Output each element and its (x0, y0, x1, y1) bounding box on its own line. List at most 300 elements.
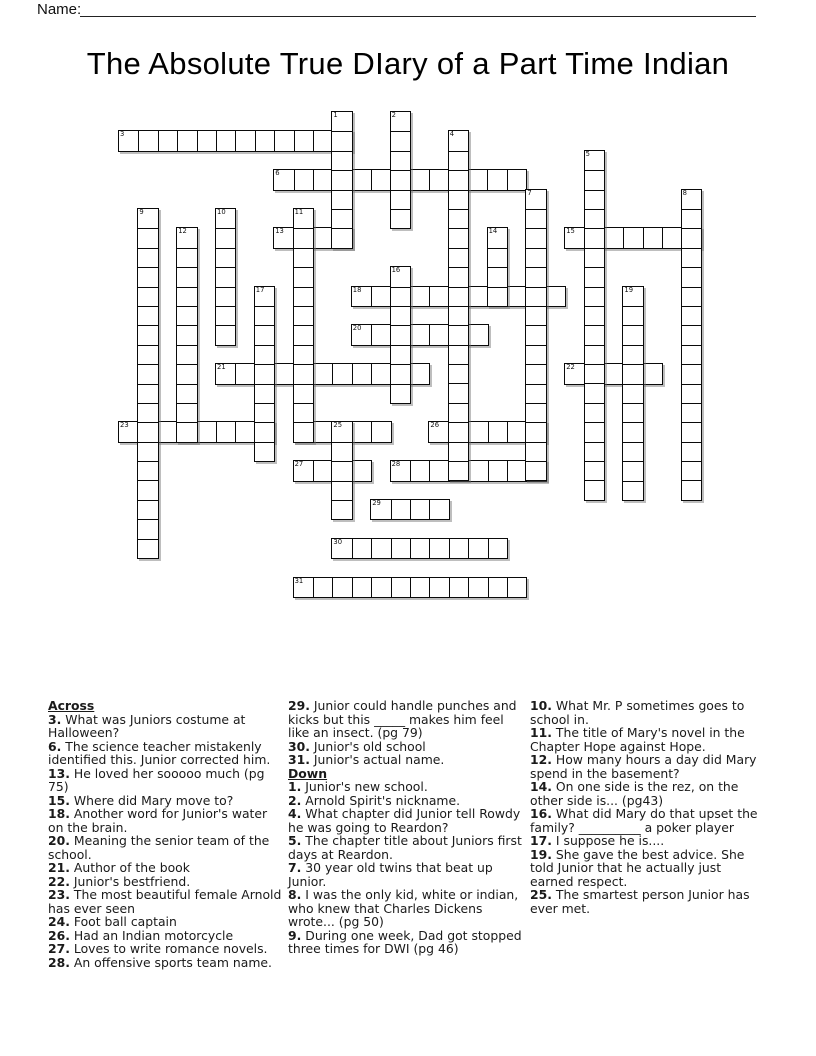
crossword-cell[interactable] (449, 442, 468, 461)
crossword-cell[interactable] (623, 345, 642, 364)
crossword-cell[interactable] (352, 170, 371, 189)
crossword-cell[interactable] (429, 325, 448, 344)
crossword-cell[interactable] (138, 248, 157, 267)
crossword-cell[interactable] (585, 190, 604, 209)
crossword-cell[interactable] (371, 325, 390, 344)
crossword-cell[interactable] (682, 287, 701, 306)
crossword-cell[interactable] (332, 461, 351, 480)
clue-column (530, 699, 768, 915)
crossword-cell[interactable] (449, 228, 468, 247)
crossword-cell[interactable] (332, 190, 351, 209)
crossword-cell[interactable] (371, 287, 390, 306)
crossword-cell[interactable] (449, 403, 468, 422)
crossword-cell[interactable] (410, 461, 429, 480)
crossword-cell[interactable] (371, 364, 390, 383)
clue-item: 28. An offensive sports team name. (48, 954, 272, 970)
crossword-cell[interactable] (585, 306, 604, 325)
crossword-cell[interactable] (429, 539, 448, 558)
crossword-cell[interactable] (643, 364, 662, 383)
crossword-cell[interactable] (488, 422, 507, 441)
crossword-cell[interactable] (216, 422, 235, 441)
crossword-cell[interactable] (158, 422, 177, 441)
crossword-cell[interactable] (197, 422, 216, 441)
crossword-cell[interactable] (294, 461, 313, 480)
crossword-cell[interactable] (177, 267, 196, 286)
crossword-cell[interactable] (197, 131, 216, 150)
crossword-cell[interactable] (526, 422, 545, 441)
crossword-cell[interactable] (565, 228, 584, 247)
crossword-cell[interactable] (468, 578, 487, 597)
crossword-cell[interactable] (429, 422, 448, 441)
crossword-cell[interactable] (391, 461, 410, 480)
crossword-cell[interactable] (274, 364, 293, 383)
crossword-cell[interactable] (410, 325, 429, 344)
crossword-cell[interactable] (391, 267, 410, 286)
crossword-cell[interactable] (410, 364, 429, 383)
crossword-cell[interactable] (585, 267, 604, 286)
crossword-cell[interactable] (274, 131, 293, 150)
crossword-cell[interactable] (138, 461, 157, 480)
crossword-cell[interactable] (138, 267, 157, 286)
crossword-cell[interactable] (391, 384, 410, 403)
crossword-cell[interactable] (216, 287, 235, 306)
crossword-cell[interactable] (255, 287, 274, 306)
crossword-cell[interactable] (526, 442, 545, 461)
crossword-cell[interactable] (585, 461, 604, 480)
crossword-cell[interactable] (391, 170, 410, 189)
crossword-cell[interactable] (585, 403, 604, 422)
crossword-cell[interactable] (488, 578, 507, 597)
crossword-cell[interactable] (585, 325, 604, 344)
crossword-cell[interactable] (623, 228, 642, 247)
crossword-cell[interactable] (429, 287, 448, 306)
crossword-cell[interactable] (138, 403, 157, 422)
crossword-cell[interactable] (294, 267, 313, 286)
crossword-cell[interactable] (332, 422, 351, 441)
crossword-cell[interactable] (488, 267, 507, 286)
cell-number: 8 (682, 188, 687, 197)
word-2-down (390, 111, 411, 229)
crossword-cell[interactable] (332, 539, 351, 558)
crossword-cell[interactable] (507, 578, 526, 597)
crossword-cell[interactable] (391, 287, 410, 306)
crossword-cell[interactable] (662, 228, 681, 247)
crossword-cell[interactable] (526, 384, 545, 403)
crossword-cell[interactable] (623, 384, 642, 403)
crossword-cell[interactable] (138, 539, 157, 558)
crossword-cell[interactable] (138, 519, 157, 538)
crossword-cell[interactable] (332, 481, 351, 500)
crossword-cell[interactable] (352, 461, 371, 480)
word-25-down (331, 421, 352, 520)
crossword-cell[interactable] (119, 422, 138, 441)
crossword-cell[interactable] (488, 461, 507, 480)
crossword-cell[interactable] (138, 228, 157, 247)
crossword-cell[interactable] (274, 228, 293, 247)
crossword-cell[interactable] (391, 112, 410, 131)
crossword-cell[interactable] (449, 422, 468, 441)
clue-list-header: Down (288, 765, 328, 781)
crossword-cell[interactable] (449, 364, 468, 383)
crossword-cell[interactable] (313, 461, 332, 480)
crossword-cell[interactable] (371, 170, 390, 189)
crossword-cell[interactable] (449, 461, 468, 480)
cell-number: 27 (294, 460, 304, 469)
crossword-cell[interactable] (294, 228, 313, 247)
crossword-cell[interactable] (449, 578, 468, 597)
clue-item: 13. He loved her sooooo much (pg 75) (48, 765, 265, 794)
crossword-cell[interactable] (119, 131, 138, 150)
crossword-cell[interactable] (371, 578, 390, 597)
crossword-cell[interactable] (546, 287, 565, 306)
crossword-cell[interactable] (585, 287, 604, 306)
crossword-cell[interactable] (391, 578, 410, 597)
word-29-across (370, 499, 450, 520)
crossword-cell[interactable] (507, 422, 526, 441)
crossword-cell[interactable] (682, 345, 701, 364)
crossword-cell[interactable] (526, 364, 545, 383)
crossword-cell[interactable] (410, 500, 429, 519)
crossword-cell[interactable] (138, 422, 157, 441)
clue-item: 26. Had an Indian motorcycle (48, 927, 234, 943)
cell-number: 28 (391, 460, 401, 469)
crossword-cell[interactable] (177, 403, 196, 422)
crossword-cell[interactable] (371, 500, 390, 519)
clue-item: 15. Where did Mary move to? (48, 792, 234, 808)
clue-item: 8. I was the only kid, white or indian, who knew that Charles Dickens wrote... (pg 50) (288, 887, 519, 929)
crossword-cell[interactable] (294, 170, 313, 189)
crossword-cell[interactable] (332, 112, 351, 131)
cell-number: 6 (275, 169, 280, 178)
crossword-cell[interactable] (585, 442, 604, 461)
word-3-across (118, 130, 353, 151)
crossword-cell[interactable] (255, 442, 274, 461)
crossword-cell[interactable] (216, 131, 235, 150)
crossword-cell[interactable] (682, 190, 701, 209)
cell-number: 31 (294, 576, 304, 585)
crossword-cell[interactable] (526, 403, 545, 422)
clue-item: 17. I suppose he is.... (530, 833, 665, 848)
crossword-cell[interactable] (468, 539, 487, 558)
crossword-cell[interactable] (449, 190, 468, 209)
word-10-down (215, 208, 236, 346)
clue-item: 21. Author of the book (48, 860, 190, 875)
crossword-cell[interactable] (449, 209, 468, 228)
crossword-cell[interactable] (332, 500, 351, 519)
crossword-cell[interactable] (391, 345, 410, 364)
crossword-cell[interactable] (487, 170, 506, 189)
crossword-cell[interactable] (391, 539, 410, 558)
crossword-cell[interactable] (682, 403, 701, 422)
crossword-cell[interactable] (255, 306, 274, 325)
crossword-cell[interactable] (332, 364, 351, 383)
crossword-cell[interactable] (352, 364, 371, 383)
crossword-cell[interactable] (449, 306, 468, 325)
crossword-cell[interactable] (371, 539, 390, 558)
crossword-cell[interactable] (138, 209, 157, 228)
crossword-cell[interactable] (468, 325, 487, 344)
crossword-cell[interactable] (585, 422, 604, 441)
crossword-cell[interactable] (216, 364, 235, 383)
crossword-cell[interactable] (391, 306, 410, 325)
crossword-cell[interactable] (332, 228, 351, 247)
crossword-cell[interactable] (138, 384, 157, 403)
crossword-cell[interactable] (313, 131, 332, 150)
crossword-cell[interactable] (216, 306, 235, 325)
crossword-cell[interactable] (526, 345, 545, 364)
word-30-across (331, 538, 508, 559)
crossword-cell[interactable] (138, 364, 157, 383)
crossword-cell[interactable] (682, 267, 701, 286)
crossword-cell[interactable] (391, 364, 410, 383)
crossword-cell[interactable] (352, 287, 371, 306)
crossword-cell[interactable] (429, 461, 448, 480)
crossword-cell[interactable] (623, 403, 642, 422)
crossword-cell[interactable] (449, 131, 468, 150)
crossword-cell[interactable] (352, 539, 371, 558)
crossword-cell[interactable] (138, 345, 157, 364)
crossword-cell[interactable] (449, 539, 468, 558)
crossword-cell[interactable] (177, 325, 196, 344)
crossword-cell[interactable] (177, 422, 196, 441)
crossword-cell[interactable] (449, 267, 468, 286)
crossword-cell[interactable] (177, 384, 196, 403)
crossword-cell[interactable] (177, 287, 196, 306)
crossword-cell[interactable] (255, 422, 274, 441)
crossword-cell[interactable] (585, 345, 604, 364)
crossword-cell[interactable] (313, 578, 332, 597)
crossword-cell[interactable] (526, 228, 545, 247)
crossword-cell[interactable] (274, 170, 293, 189)
crossword-cell[interactable] (682, 209, 701, 228)
crossword-cell[interactable] (488, 248, 507, 267)
crossword-cell[interactable] (391, 151, 410, 170)
crossword-cell[interactable] (332, 578, 351, 597)
crossword-cell[interactable] (138, 325, 157, 344)
crossword-cell[interactable] (332, 151, 351, 170)
crossword-cell[interactable] (313, 228, 332, 247)
crossword-cell[interactable] (177, 306, 196, 325)
crossword-cell[interactable] (294, 325, 313, 344)
crossword-cell[interactable] (294, 209, 313, 228)
crossword-cell[interactable] (623, 481, 642, 500)
crossword-cell[interactable] (623, 422, 642, 441)
crossword-cell[interactable] (449, 345, 468, 364)
crossword-cell[interactable] (177, 364, 196, 383)
cell-number: 4 (449, 130, 455, 139)
crossword-cell[interactable] (391, 190, 410, 209)
crossword-cell[interactable] (682, 422, 701, 441)
crossword-cell[interactable] (255, 403, 274, 422)
crossword-cell[interactable] (623, 442, 642, 461)
crossword-cell[interactable] (468, 461, 487, 480)
crossword-cell[interactable] (255, 345, 274, 364)
crossword-cell[interactable] (488, 539, 507, 558)
crossword-cell[interactable] (235, 364, 254, 383)
crossword-cell[interactable] (429, 578, 448, 597)
crossword-cell[interactable] (138, 131, 157, 150)
crossword-cell[interactable] (332, 170, 351, 189)
crossword-cell[interactable] (623, 325, 642, 344)
clue-item: 27. Loves to write romance novels. (48, 941, 268, 956)
crossword-cell[interactable] (138, 287, 157, 306)
crossword-cell[interactable] (585, 383, 604, 402)
crossword-cell[interactable] (352, 325, 371, 344)
crossword-cell[interactable] (682, 461, 701, 480)
crossword-cell[interactable] (526, 461, 545, 480)
cell-number: 17 (255, 285, 265, 294)
crossword-cell[interactable] (391, 209, 410, 228)
crossword-cell[interactable] (216, 325, 235, 344)
crossword-cell[interactable] (294, 131, 313, 150)
clue-item: 2. Arnold Spirit's nickname. (288, 792, 461, 808)
crossword-cell[interactable] (313, 170, 332, 189)
crossword-cell[interactable] (623, 461, 642, 480)
crossword-cell[interactable] (449, 151, 468, 170)
crossword-cell[interactable] (332, 442, 351, 461)
crossword-cell[interactable] (623, 364, 642, 383)
clue-item: 11. The title of Mary's novel in the Chapter Hope against Hope. (530, 725, 745, 754)
crossword-cell[interactable] (216, 228, 235, 247)
crossword-cell[interactable] (526, 248, 545, 267)
crossword-cell[interactable] (526, 267, 545, 286)
crossword-cell[interactable] (235, 131, 254, 150)
crossword-cell[interactable] (294, 287, 313, 306)
crossword-cell[interactable] (294, 384, 313, 403)
crossword-cell[interactable] (235, 422, 254, 441)
crossword-cell[interactable] (294, 422, 313, 441)
clue-item: 3. What was Juniors costume at Halloween? (48, 711, 246, 740)
crossword-cell[interactable] (216, 267, 235, 286)
crossword-cell[interactable] (391, 131, 410, 150)
crossword-cell[interactable] (332, 131, 351, 150)
clue-item: 25. The smartest person Junior has ever met. (530, 887, 750, 916)
clue-column (48, 699, 286, 969)
crossword-cell[interactable] (623, 287, 642, 306)
crossword-cell[interactable] (158, 131, 177, 150)
crossword-cell[interactable] (526, 325, 545, 344)
crossword-cell[interactable] (138, 480, 157, 499)
crossword-cell[interactable] (585, 480, 604, 499)
crossword-cell[interactable] (294, 306, 313, 325)
crossword-cell[interactable] (410, 170, 429, 189)
crossword-cell[interactable] (216, 209, 235, 228)
crossword-cell[interactable] (294, 403, 313, 422)
crossword-cell[interactable] (488, 228, 507, 247)
crossword-cell[interactable] (585, 248, 604, 267)
crossword-cell[interactable] (526, 287, 545, 306)
crossword-cell[interactable] (585, 228, 604, 247)
crossword-cell[interactable] (682, 306, 701, 325)
crossword-cell[interactable] (138, 306, 157, 325)
crossword-cell[interactable] (449, 170, 468, 189)
crossword-cell[interactable] (488, 287, 507, 306)
crossword-cell[interactable] (255, 131, 274, 150)
crossword-cell[interactable] (391, 325, 410, 344)
crossword-cell[interactable] (507, 461, 526, 480)
crossword-cell[interactable] (604, 364, 623, 383)
crossword-cell[interactable] (255, 325, 274, 344)
crossword-cell[interactable] (526, 306, 545, 325)
crossword-cell[interactable] (294, 364, 313, 383)
crossword-cell[interactable] (332, 209, 351, 228)
crossword-cell[interactable] (449, 325, 468, 344)
crossword-cell[interactable] (294, 345, 313, 364)
crossword-cell[interactable] (410, 578, 429, 597)
crossword-cell[interactable] (313, 422, 332, 441)
crossword-cell[interactable] (682, 442, 701, 461)
crossword-cell[interactable] (410, 539, 429, 558)
crossword-cell[interactable] (468, 287, 487, 306)
crossword-cell[interactable] (604, 228, 623, 247)
cell-number: 9 (139, 208, 144, 216)
crossword-cell[interactable] (623, 306, 642, 325)
crossword-cell[interactable] (216, 248, 235, 267)
crossword-cell[interactable] (177, 345, 196, 364)
crossword-cell[interactable] (682, 364, 701, 383)
crossword-cell[interactable] (682, 480, 701, 499)
clue-item: 19. She gave the best advice. She told Junior that he actually just earned respect. (530, 846, 745, 889)
cell-number: 11 (294, 208, 304, 216)
crossword-cell[interactable] (371, 422, 390, 441)
crossword-cell[interactable] (585, 209, 604, 228)
crossword-cell[interactable] (585, 151, 604, 170)
crossword-cell[interactable] (138, 500, 157, 519)
crossword-cell[interactable] (255, 364, 274, 383)
crossword-cell[interactable] (352, 578, 371, 597)
crossword-cell[interactable] (177, 131, 196, 150)
word-12-down (176, 227, 197, 442)
crossword-cell[interactable] (468, 170, 487, 189)
crossword-cell[interactable] (643, 228, 662, 247)
crossword-cell[interactable] (449, 383, 468, 402)
crossword-cell[interactable] (391, 500, 410, 519)
crossword-cell[interactable] (177, 228, 196, 247)
crossword-cell[interactable] (526, 190, 545, 209)
crossword-cell[interactable] (429, 170, 448, 189)
crossword-cell[interactable] (682, 228, 701, 247)
crossword-cell[interactable] (449, 287, 468, 306)
crossword-cell[interactable] (429, 500, 448, 519)
crossword-cell[interactable] (410, 287, 429, 306)
crossword-cell[interactable] (507, 287, 526, 306)
crossword-cell[interactable] (682, 248, 701, 267)
clue-item: 1. Junior's new school. (288, 779, 428, 794)
crossword-cell[interactable] (468, 422, 487, 441)
crossword-cell[interactable] (682, 325, 701, 344)
crossword-cell[interactable] (507, 170, 526, 189)
crossword-cell[interactable] (294, 248, 313, 267)
crossword-cell[interactable] (255, 384, 274, 403)
crossword-cell[interactable] (352, 422, 371, 441)
cell-number: 10 (217, 208, 226, 216)
crossword-cell[interactable] (682, 384, 701, 403)
clue-item: 31. Junior's actual name. (288, 752, 445, 767)
crossword-cell[interactable] (177, 248, 196, 267)
crossword-cell[interactable] (294, 578, 313, 597)
crossword-cell[interactable] (313, 364, 332, 383)
crossword-cell[interactable] (526, 209, 545, 228)
cell-number: 13 (275, 227, 284, 236)
crossword-cell[interactable] (565, 364, 584, 383)
crossword-cell[interactable] (585, 170, 604, 189)
crossword-cell[interactable] (449, 248, 468, 267)
crossword-cell[interactable] (138, 442, 157, 461)
word-8-down (681, 189, 702, 501)
name-label: Name: (37, 1, 82, 18)
crossword-cell[interactable] (585, 364, 604, 383)
clue-item: 5. The chapter title about Juniors first days at Reardon. (288, 833, 522, 862)
